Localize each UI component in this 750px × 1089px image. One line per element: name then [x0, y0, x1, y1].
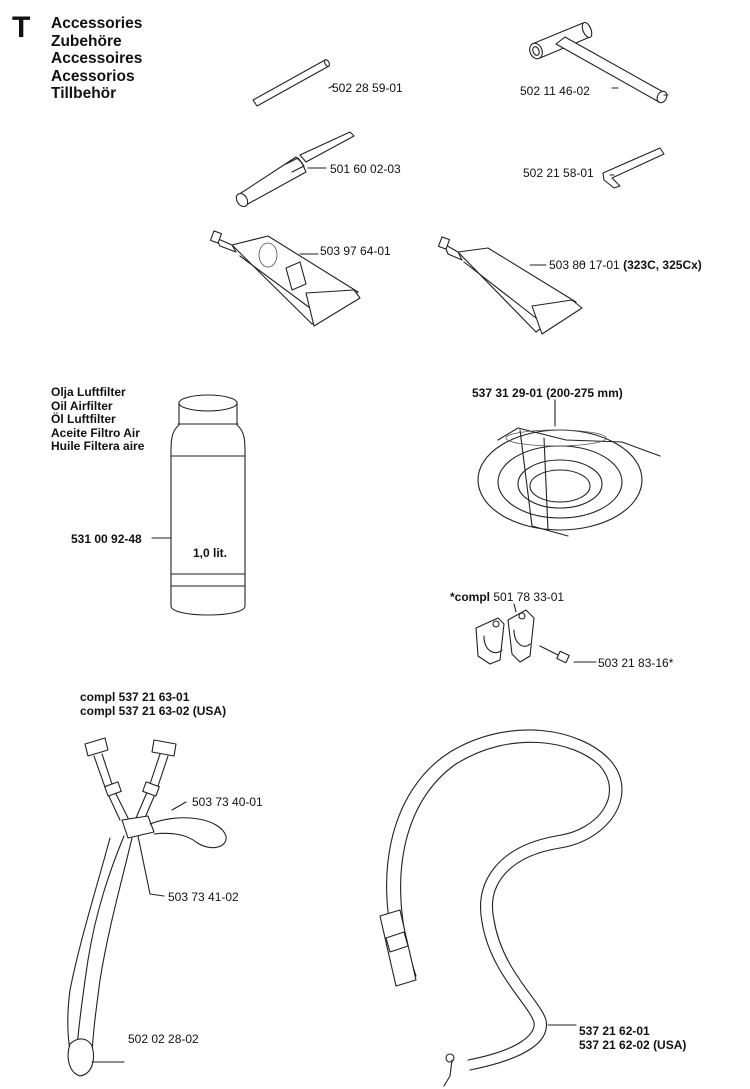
part-number-label: [450, 590, 564, 604]
part-number-label: 502 28 59-01: [332, 81, 403, 95]
model-applicability: (323C, 325Cx): [623, 258, 702, 272]
title-french: Accessoires: [51, 50, 143, 67]
part-number-label: 502 21 58-01: [523, 166, 594, 180]
part-number: 501 78 33-01: [493, 590, 565, 604]
grease-tube-illustration: [439, 237, 582, 334]
rod-illustration: [253, 59, 333, 106]
part-number-label: compl 537 21 63-02 (USA): [80, 704, 227, 718]
compl-prefix: *compl: [450, 590, 491, 604]
part-number-label: 502 02 28-02: [128, 1032, 199, 1046]
section-letter: T: [12, 11, 31, 44]
oil-label-swedish: Olja Luftfilter: [51, 385, 126, 399]
part-number-label: [549, 258, 702, 272]
oil-label-spanish: Aceite Filtro Air: [51, 425, 140, 440]
title-swedish: Tillbehör: [51, 85, 117, 102]
shoulder-harness-illustration: [68, 738, 226, 1076]
part-number-label: 502 11 46-02: [520, 84, 590, 98]
part-number-label: 531 00 92-48: [71, 532, 142, 546]
part-number-label: 503 73 41-02: [168, 890, 239, 904]
oil-label-german: Öl Luftfilter: [51, 412, 116, 426]
bottle-volume-label: 1,0 lit.: [193, 546, 228, 560]
drum-guard-illustration: [478, 400, 660, 536]
part-number: 503 80 17-01: [549, 258, 620, 272]
part-number-label: 537 31 29-01 (200-275 mm): [472, 386, 623, 400]
clamp-illustration: [476, 604, 596, 664]
part-number-label: 537 21 62-02 (USA): [579, 1038, 687, 1052]
title-english: Accessories: [51, 15, 143, 32]
oil-label-french: Huile Filtera aire: [51, 439, 145, 453]
title-spanish: Acessorios: [51, 67, 135, 85]
part-number-label: 503 21 83-16*: [598, 656, 674, 670]
title-german: Zubehöre: [51, 32, 122, 50]
oil-label-english: Oil Airfilter: [51, 398, 113, 413]
part-number-label: 501 60 02-03: [330, 162, 401, 176]
part-number-label: compl 537 21 63-01: [80, 690, 190, 704]
part-number-label: 503 97 64-01: [320, 244, 391, 258]
hex-key-illustration: [603, 148, 664, 188]
oil-bottle-illustration: [152, 395, 245, 615]
part-number-label: 503 73 40-01: [192, 795, 263, 809]
part-number-label: 537 21 62-01: [579, 1024, 650, 1038]
